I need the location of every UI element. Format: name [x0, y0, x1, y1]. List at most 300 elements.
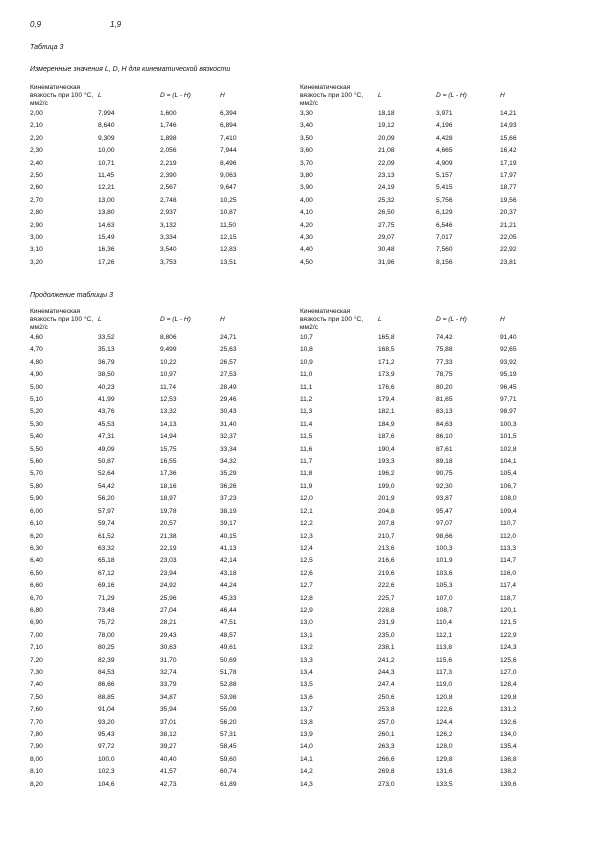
table-cell: 100,3 [500, 420, 517, 428]
table-cell: 82,39 [98, 656, 115, 664]
table-cell: 4,909 [436, 159, 453, 167]
table-cell: 231,9 [378, 619, 395, 627]
table-cell: 12,21 [98, 184, 115, 192]
table-cell: 120,8 [436, 693, 453, 701]
table-cell: 34,87 [160, 693, 177, 701]
table-row [30, 419, 570, 431]
table-cell: 4,665 [436, 147, 453, 155]
table-cell: 213,6 [378, 544, 395, 552]
table-cell: 108,7 [436, 606, 453, 614]
table-cell: 18,16 [160, 482, 177, 490]
table-cell: 3,70 [300, 159, 313, 167]
table-row [30, 244, 570, 256]
table-row [30, 630, 570, 642]
table-cell: 14,1 [300, 755, 313, 763]
table-cell: 266,6 [378, 755, 395, 763]
table-cell: 5,40 [30, 433, 43, 441]
table-cell: 11,1 [300, 383, 313, 391]
page-header-right: 1,9 [110, 20, 122, 29]
table-row [30, 493, 570, 505]
table-cell: 5,50 [30, 445, 43, 453]
table-row [30, 518, 570, 530]
table-cell: 22,92 [500, 246, 517, 254]
table-cell: 2,90 [30, 221, 43, 229]
table-row [30, 605, 570, 617]
table2-header-viscosity: Кинематическая вязкость при 100 °C, мм2/с [30, 308, 94, 331]
table-cell: 216,6 [378, 557, 395, 565]
table-cell: 15,75 [160, 445, 177, 453]
table-cell: 42,73 [160, 780, 177, 788]
table2-header-h-2: H [500, 316, 505, 323]
table-cell: 27,75 [378, 221, 395, 229]
table-cell: 122,9 [500, 631, 517, 639]
table-cell: 30,63 [160, 644, 177, 652]
table-cell: 12,2 [300, 520, 313, 528]
table-cell: 30,48 [378, 246, 395, 254]
table-cell: 129,8 [436, 755, 453, 763]
table-cell: 20,37 [500, 209, 517, 217]
table-cell: 10,8 [300, 346, 313, 354]
table-cell: 10,22 [160, 358, 177, 366]
table-row [30, 766, 570, 778]
table1-header-viscosity: Кинематическая вязкость при 100 °C, мм2/с [30, 84, 94, 107]
table-cell: 179,4 [378, 396, 395, 404]
table-cell: 108,0 [500, 495, 517, 503]
table-cell: 5,60 [30, 458, 43, 466]
table-cell: 7,80 [30, 731, 43, 738]
table-cell: 97,07 [436, 520, 453, 528]
table-cell: 45,53 [98, 420, 115, 428]
table-cell: 22,05 [500, 234, 517, 242]
table-row [30, 456, 570, 468]
table-cell: 56,20 [220, 718, 237, 726]
table2-header-row [30, 308, 570, 332]
table-cell: 6,20 [30, 532, 43, 540]
table-cell: 128,0 [436, 743, 453, 751]
table-row [30, 382, 570, 394]
table-cell: 9,063 [220, 172, 237, 180]
table-cell: 80,25 [98, 644, 115, 652]
table-cell: 24,92 [160, 582, 177, 590]
table-cell: 5,157 [436, 172, 453, 180]
table-cell: 4,60 [30, 334, 43, 341]
table-cell: 201,9 [378, 495, 395, 503]
table-row [30, 170, 570, 182]
table-cell: 53,98 [220, 693, 237, 701]
table-cell: 16,42 [500, 147, 517, 155]
table-cell: 86,66 [98, 681, 115, 689]
table-cell: 8,806 [160, 334, 177, 341]
table-cell: 59,74 [98, 520, 115, 528]
table-cell: 24,19 [378, 184, 395, 192]
table-cell: 5,80 [30, 482, 43, 490]
table-cell: 42,14 [220, 557, 237, 565]
table-cell: 122,6 [436, 706, 453, 714]
table-row [30, 717, 570, 729]
table-cell: 11,50 [220, 221, 237, 229]
table-cell: 109,4 [500, 507, 517, 515]
table-cell: 49,61 [220, 644, 237, 652]
table1-header-row [30, 84, 570, 108]
table-cell: 10,97 [160, 371, 177, 379]
table-cell: 116,0 [500, 569, 517, 577]
table-cell: 96,45 [500, 383, 517, 391]
table-cell: 106,7 [500, 482, 517, 490]
table-cell: 16,55 [160, 458, 177, 466]
table-cell: 135,4 [500, 743, 517, 751]
table-cell: 20,57 [160, 520, 177, 528]
table-cell: 7,70 [30, 718, 43, 726]
table2-header-h: H [220, 316, 225, 323]
table-cell: 100,3 [436, 544, 453, 552]
table-cell: 20,09 [378, 134, 395, 142]
table-row [30, 232, 570, 244]
table-cell: 4,10 [300, 209, 313, 217]
table-cell: 34,32 [220, 458, 237, 466]
table-cell: 38,12 [160, 731, 177, 738]
table-cell: 100,0 [98, 755, 115, 763]
table-cell: 13,51 [220, 258, 237, 266]
table-cell: 25,96 [160, 594, 177, 602]
table-cell: 136,8 [500, 755, 517, 763]
table-cell: 13,80 [98, 209, 115, 217]
table-cell: 4,50 [300, 258, 313, 266]
table1-header-d-2: D = (L - H) [436, 92, 467, 99]
table-cell: 6,30 [30, 544, 43, 552]
table-cell: 35,94 [160, 706, 177, 714]
table-cell: 41,57 [160, 768, 177, 776]
table-cell: 7,017 [436, 234, 453, 242]
table-cell: 7,20 [30, 656, 43, 664]
table-cell: 56,20 [98, 495, 115, 503]
table-cell: 199,0 [378, 482, 395, 490]
table1 [30, 84, 570, 269]
table-row [30, 344, 570, 356]
table-cell: 49,09 [98, 445, 115, 453]
table-cell: 204,8 [378, 507, 395, 515]
table-row [30, 444, 570, 456]
table-cell: 104,1 [500, 458, 517, 466]
table-cell: 41,99 [98, 396, 115, 404]
table-cell: 7,560 [436, 246, 453, 254]
table-cell: 102,8 [500, 445, 517, 453]
table-cell: 120,1 [500, 606, 517, 614]
table-cell: 6,40 [30, 557, 43, 565]
table-row [30, 158, 570, 170]
table-cell: 193,3 [378, 458, 395, 466]
table-cell: 228,8 [378, 606, 395, 614]
table-cell: 38,50 [98, 371, 115, 379]
table-cell: 14,3 [300, 780, 313, 788]
table-cell: 2,00 [30, 110, 43, 117]
table-cell: 92,65 [500, 346, 517, 354]
table-cell: 112,0 [500, 532, 517, 540]
table-cell: 124,3 [500, 644, 517, 652]
table-cell: 84,63 [436, 420, 453, 428]
table-cell: 2,056 [160, 147, 177, 155]
table-cell: 2,60 [30, 184, 43, 192]
table-cell: 65,18 [98, 557, 115, 565]
table-cell: 12,3 [300, 532, 313, 540]
table1-header-viscosity-2: Кинематическая вязкость при 100 °C, мм2/с [300, 84, 364, 107]
table-cell: 33,34 [220, 445, 237, 453]
table-cell: 13,7 [300, 706, 313, 714]
table-cell: 13,3 [300, 656, 313, 664]
table-cell: 13,6 [300, 693, 313, 701]
table-cell: 2,20 [30, 134, 43, 142]
table-cell: 40,40 [160, 755, 177, 763]
table-cell: 59,60 [220, 755, 237, 763]
table-cell: 187,6 [378, 433, 395, 441]
table-cell: 28,49 [220, 383, 237, 391]
table-cell: 36,79 [98, 358, 115, 366]
table-row [30, 543, 570, 555]
table-cell: 2,40 [30, 159, 43, 167]
table-cell: 57,97 [98, 507, 115, 515]
table-cell: 105,3 [436, 582, 453, 590]
table-cell: 2,10 [30, 122, 43, 130]
table-cell: 12,53 [160, 396, 177, 404]
table-cell: 89,18 [436, 458, 453, 466]
table-cell: 31,96 [378, 258, 395, 266]
table2-header-l-2: L [378, 316, 382, 323]
table-cell: 26,57 [220, 358, 237, 366]
table2-header-d: D = (L - H) [160, 316, 191, 323]
table-cell: 11,9 [300, 482, 313, 490]
table-cell: 3,20 [30, 258, 43, 266]
table-cell: 29,43 [160, 631, 177, 639]
table-cell: 41,13 [220, 544, 237, 552]
table-cell: 182,1 [378, 408, 395, 416]
table-cell: 47,31 [98, 433, 115, 441]
table1-caption: Таблица 3 [30, 44, 64, 51]
table-cell: 71,29 [98, 594, 115, 602]
table-cell: 2,50 [30, 172, 43, 180]
table-cell: 21,38 [160, 532, 177, 540]
table-cell: 61,52 [98, 532, 115, 540]
table-cell: 13,0 [300, 619, 313, 627]
table-cell: 235,0 [378, 631, 395, 639]
table-row [30, 617, 570, 629]
table-cell: 4,80 [30, 358, 43, 366]
table1-header-l: L [98, 92, 102, 99]
table-cell: 60,74 [220, 768, 237, 776]
table-row [30, 741, 570, 753]
table-cell: 13,4 [300, 668, 313, 676]
table1-header-d: D = (L - H) [160, 92, 191, 99]
table-cell: 126,2 [436, 731, 453, 738]
table2-header-d-2: D = (L - H) [436, 316, 467, 323]
table-cell: 13,2 [300, 644, 313, 652]
table-cell: 5,10 [30, 396, 43, 404]
table-cell: 7,00 [30, 631, 43, 639]
table-cell: 97,72 [98, 743, 115, 751]
table-cell: 113,8 [436, 644, 453, 652]
table-cell: 13,32 [160, 408, 177, 416]
table-cell: 91,40 [500, 334, 517, 341]
table-cell: 113,3 [500, 544, 517, 552]
table-cell: 5,00 [30, 383, 43, 391]
table-cell: 98,97 [500, 408, 517, 416]
table2 [30, 308, 570, 791]
table-cell: 138,2 [500, 768, 517, 776]
table-cell: 6,394 [220, 110, 237, 117]
table-cell: 4,90 [30, 371, 43, 379]
table-cell: 222,6 [378, 582, 395, 590]
table-cell: 132,6 [500, 718, 517, 726]
table-cell: 21,21 [500, 221, 517, 229]
table-cell: 168,5 [378, 346, 395, 354]
table-cell: 6,894 [220, 122, 237, 130]
table-cell: 12,5 [300, 557, 313, 565]
table1-title: Измеренные значения L, D, H для кинематической вязкости [30, 66, 231, 73]
table-cell: 4,20 [300, 221, 313, 229]
table-cell: 3,132 [160, 221, 177, 229]
table-cell: 30,43 [220, 408, 237, 416]
table-cell: 1,600 [160, 110, 177, 117]
table-cell: 93,92 [500, 358, 517, 366]
table-cell: 3,60 [300, 147, 313, 155]
table-cell: 48,57 [220, 631, 237, 639]
table-cell: 95,47 [436, 507, 453, 515]
table-cell: 17,26 [98, 258, 115, 266]
table-cell: 14,2 [300, 768, 313, 776]
table-cell: 6,70 [30, 594, 43, 602]
table-cell: 5,30 [30, 420, 43, 428]
table1-header-h-2: H [500, 92, 505, 99]
table-cell: 165,8 [378, 334, 395, 341]
table-cell: 11,6 [300, 445, 313, 453]
table-cell: 97,71 [500, 396, 517, 404]
table-cell: 133,5 [436, 780, 453, 788]
table-cell: 6,60 [30, 582, 43, 590]
table-cell: 127,0 [500, 668, 517, 676]
table-cell: 18,18 [378, 110, 395, 117]
table-cell: 14,13 [160, 420, 177, 428]
table-row [30, 568, 570, 580]
table-cell: 9,499 [160, 346, 177, 354]
table-cell: 13,5 [300, 681, 313, 689]
table-cell: 4,00 [300, 196, 313, 204]
table-cell: 16,36 [98, 246, 115, 254]
table-cell: 24,71 [220, 334, 237, 341]
table-cell: 250,6 [378, 693, 395, 701]
table-cell: 2,70 [30, 196, 43, 204]
table-cell: 10,00 [98, 147, 115, 155]
table-cell: 90,75 [436, 470, 453, 478]
table-cell: 184,9 [378, 420, 395, 428]
table-row [30, 182, 570, 194]
table-row [30, 679, 570, 691]
table-cell: 4,30 [300, 234, 313, 242]
table-cell: 4,40 [300, 246, 313, 254]
table-cell: 11,2 [300, 396, 313, 404]
table-row [30, 692, 570, 704]
table-cell: 9,647 [220, 184, 237, 192]
table-cell: 81,65 [436, 396, 453, 404]
table-cell: 7,30 [30, 668, 43, 676]
table-cell: 131,6 [436, 768, 453, 776]
table-cell: 5,415 [436, 184, 453, 192]
table-cell: 3,971 [436, 110, 453, 117]
table-cell: 5,20 [30, 408, 43, 416]
table-cell: 12,7 [300, 582, 313, 590]
table-cell: 263,3 [378, 743, 395, 751]
table-cell: 98,66 [436, 532, 453, 540]
table-row [30, 357, 570, 369]
table-cell: 23,13 [378, 172, 395, 180]
table-cell: 119,0 [436, 681, 453, 689]
table-cell: 225,7 [378, 594, 395, 602]
table-cell: 6,80 [30, 606, 43, 614]
table-cell: 125,6 [500, 656, 517, 664]
table-row [30, 667, 570, 679]
table-row [30, 779, 570, 791]
table-cell: 8,10 [30, 768, 43, 776]
table-cell: 27,04 [160, 606, 177, 614]
table-cell: 10,71 [98, 159, 115, 167]
table-cell: 28,21 [160, 619, 177, 627]
table-cell: 173,9 [378, 371, 395, 379]
table-row [30, 133, 570, 145]
table-cell: 273,0 [378, 780, 395, 788]
table-cell: 241,2 [378, 656, 395, 664]
table-cell: 112,1 [436, 631, 453, 639]
table-cell: 257,0 [378, 718, 395, 726]
table-cell: 260,1 [378, 731, 395, 738]
table-cell: 7,50 [30, 693, 43, 701]
table-cell: 12,8 [300, 594, 313, 602]
table-cell: 95,19 [500, 371, 517, 379]
table-cell: 12,83 [220, 246, 237, 254]
table-cell: 19,12 [378, 122, 395, 130]
table-cell: 50,69 [220, 656, 237, 664]
table-cell: 78,00 [98, 631, 115, 639]
table-cell: 78,75 [436, 371, 453, 379]
table1-header-h: H [220, 92, 225, 99]
table-cell: 22,19 [160, 544, 177, 552]
table-cell: 14,0 [300, 743, 313, 751]
table-cell: 2,748 [160, 196, 177, 204]
table-cell: 5,90 [30, 495, 43, 503]
table-cell: 238,1 [378, 644, 395, 652]
table-cell: 29,46 [220, 396, 237, 404]
table-cell: 3,334 [160, 234, 177, 242]
table-row [30, 642, 570, 654]
table-cell: 101,5 [500, 433, 517, 441]
table-cell: 31,70 [160, 656, 177, 664]
table-cell: 1,898 [160, 134, 177, 142]
table-cell: 2,937 [160, 209, 177, 217]
table-row [30, 220, 570, 232]
table-cell: 107,0 [436, 594, 453, 602]
table-row [30, 431, 570, 443]
table-cell: 92,30 [436, 482, 453, 490]
table-cell: 110,4 [436, 619, 453, 627]
table-cell: 57,31 [220, 731, 237, 738]
table-cell: 3,540 [160, 246, 177, 254]
table-cell: 23,94 [160, 569, 177, 577]
table-cell: 75,88 [436, 346, 453, 354]
table-cell: 14,94 [160, 433, 177, 441]
table-cell: 37,23 [220, 495, 237, 503]
table-cell: 12,1 [300, 507, 313, 515]
table-cell: 244,3 [378, 668, 395, 676]
table-cell: 3,00 [30, 234, 43, 242]
table-cell: 4,70 [30, 346, 43, 354]
table-cell: 11,74 [160, 383, 177, 391]
table-cell: 117,4 [500, 582, 517, 590]
